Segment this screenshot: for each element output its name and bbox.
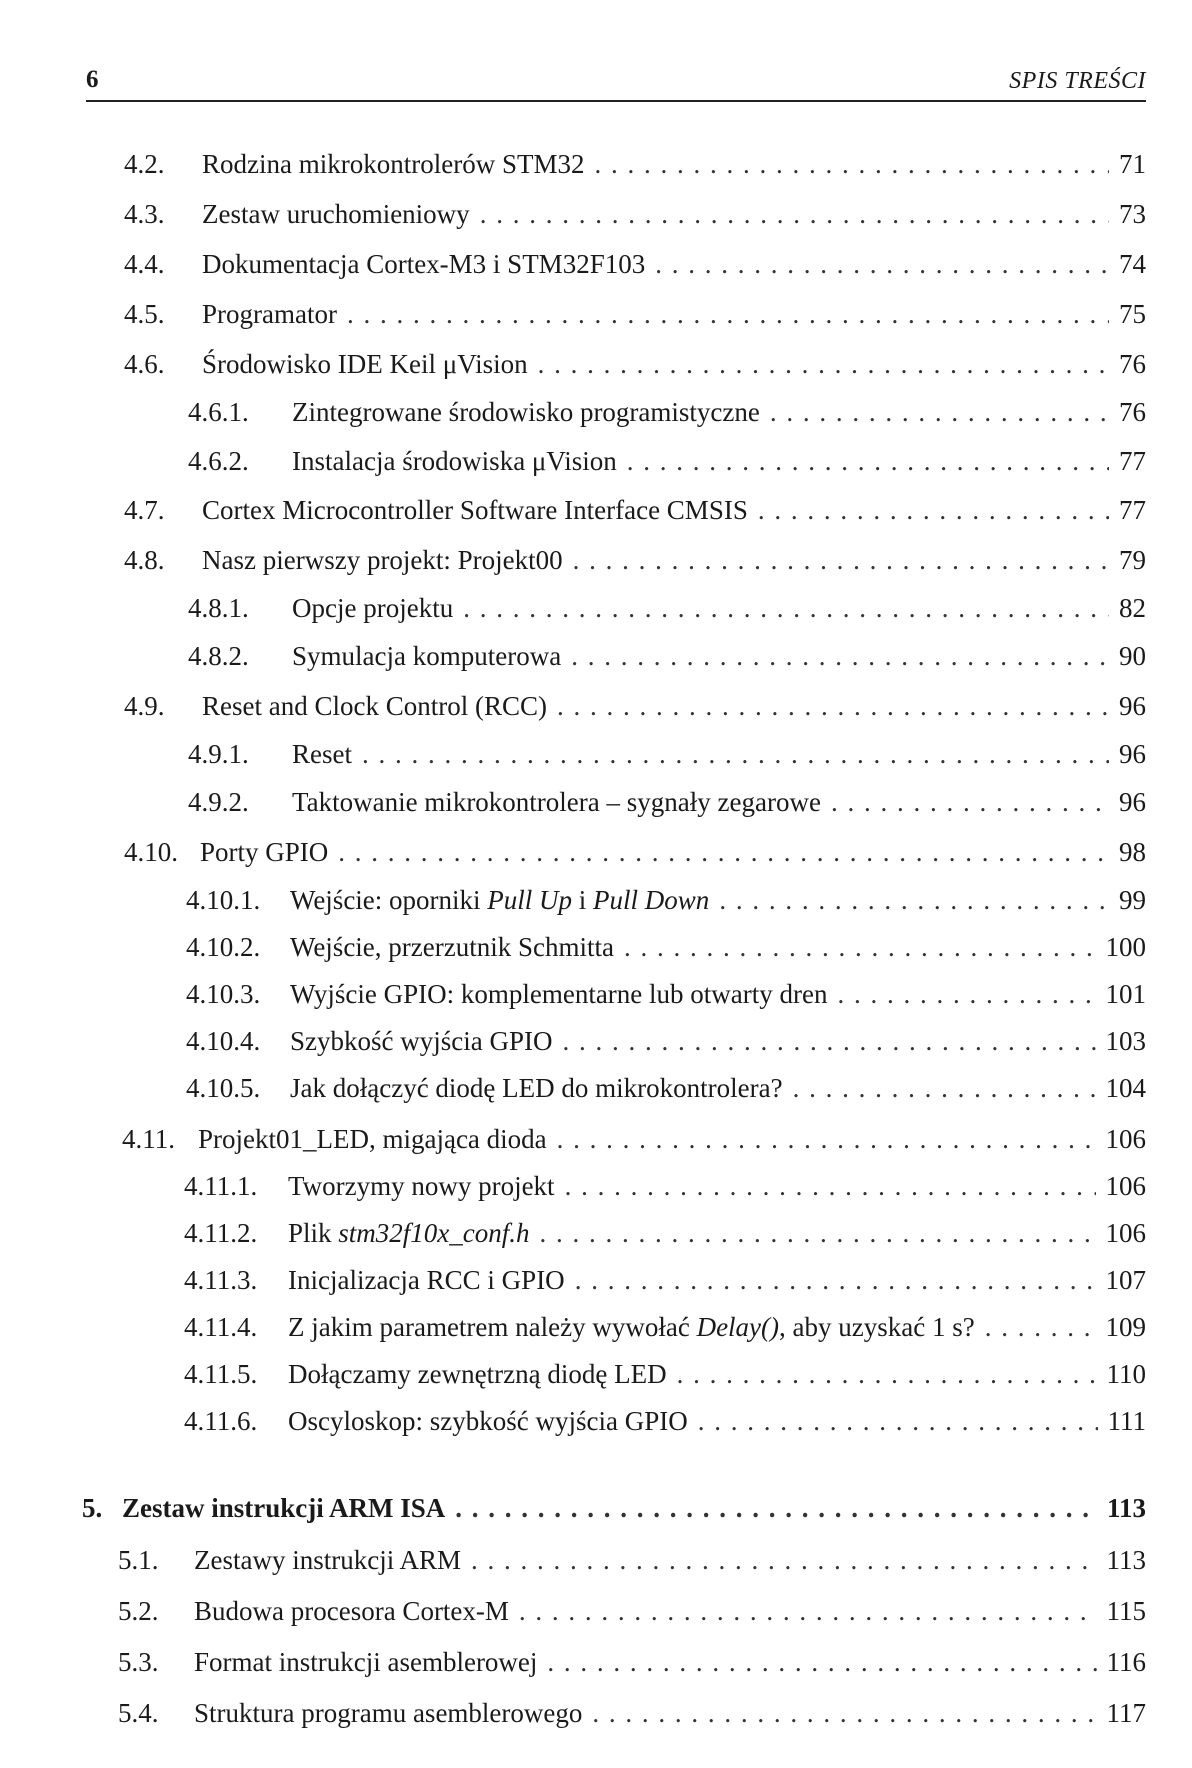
dot-leader: [831, 782, 1109, 822]
entry-title: Porty GPIO: [200, 837, 329, 867]
entry-page: 109: [1105, 1312, 1146, 1342]
dot-leader: [565, 1166, 1096, 1206]
toc-entry-4-6-1[interactable]: [188, 392, 1146, 432]
entry-page: 77: [1119, 446, 1146, 476]
toc-entry-4-10-2[interactable]: [186, 927, 1146, 967]
toc-entry-4-9-1[interactable]: [188, 734, 1146, 774]
title-part: Z jakim parametrem należy wywołać: [288, 1312, 697, 1342]
entry-title: Wyjście GPIO: komplementarne lub otwarty dren: [290, 979, 828, 1009]
toc-entry-4-11-1[interactable]: [184, 1166, 1146, 1206]
toc-entry-4-9-2[interactable]: [188, 782, 1146, 822]
dot-leader: [571, 636, 1109, 676]
entry-page: 98: [1119, 837, 1146, 867]
entry-page: 106: [1105, 1124, 1146, 1154]
entry-title: Taktowanie mikrokontrolera – sygnały zegarowe: [292, 787, 821, 817]
entry-title: Reset and Clock Control (RCC): [202, 691, 547, 721]
entry-number: 4.10.2.: [186, 932, 261, 962]
dot-leader: [837, 974, 1095, 1014]
title-part-italic: Pull Down: [593, 885, 710, 915]
entry-number: 4.11.4.: [184, 1312, 258, 1342]
dot-leader: [557, 686, 1109, 726]
entry-number: 4.7.: [124, 495, 165, 525]
dot-leader: [655, 244, 1109, 284]
dot-leader: [677, 1354, 1097, 1394]
entry-title: Budowa procesora Cortex-M: [194, 1596, 509, 1626]
dot-leader: [627, 441, 1109, 481]
toc-entry-4-5[interactable]: [124, 294, 1146, 334]
entry-page: 111: [1107, 1406, 1146, 1436]
dot-leader: [519, 1591, 1097, 1631]
entry-number: 4.3.: [124, 199, 165, 229]
entry-page: 79: [1119, 545, 1146, 575]
entry-number: 5.3.: [118, 1647, 159, 1677]
entry-title: Tworzymy nowy projekt: [288, 1171, 555, 1201]
page-number: 6: [86, 66, 99, 93]
entry-page: 103: [1105, 1026, 1146, 1056]
entry-number: 4.10.1.: [186, 885, 261, 915]
entry-title: Środowisko IDE Keil μVision: [202, 349, 528, 379]
entry-title: Zintegrowane środowisko programistyczne: [292, 397, 760, 427]
title-part: , aby uzyskać 1 s?: [779, 1312, 975, 1342]
entry-title: Zestawy instrukcji ARM: [194, 1545, 461, 1575]
entry-title: Reset: [292, 739, 352, 769]
entry-number: 4.11.3.: [184, 1265, 258, 1295]
toc-entry-4-11-2[interactable]: [184, 1213, 1146, 1253]
entry-title: Zestaw uruchomieniowy: [202, 199, 470, 229]
toc-entry-4-10-1[interactable]: [186, 880, 1146, 920]
running-title: SPIS TREŚCI: [1009, 68, 1146, 94]
toc-entry-5-1[interactable]: [118, 1540, 1146, 1580]
entry-title: Dokumentacja Cortex-M3 i STM32F103: [202, 249, 646, 279]
entry-number: 4.10.5.: [186, 1073, 261, 1103]
entry-title: [288, 1307, 975, 1347]
dot-leader: [624, 927, 1096, 967]
entry-number: 4.11.1.: [184, 1171, 258, 1201]
entry-number: 4.6.2.: [188, 446, 249, 476]
dot-leader: [471, 1540, 1097, 1580]
dot-leader: [338, 832, 1109, 872]
dot-leader: [557, 1119, 1096, 1159]
entry-number: 5.: [82, 1493, 103, 1523]
dot-leader: [575, 1260, 1096, 1300]
dot-leader: [698, 1401, 1098, 1441]
entry-page: 99: [1119, 885, 1146, 915]
entry-page: 82: [1119, 593, 1146, 623]
toc-entry-5-3[interactable]: [118, 1642, 1146, 1682]
dot-leader: [758, 490, 1109, 530]
entry-page: 96: [1119, 787, 1146, 817]
entry-title: Inicjalizacja RCC i GPIO: [288, 1265, 565, 1295]
entry-number: 4.6.: [124, 349, 165, 379]
entry-number: 4.8.: [124, 545, 165, 575]
entry-page: 106: [1105, 1171, 1146, 1201]
entry-title: Jak dołączyć diodę LED do mikrokontrolera?: [290, 1073, 783, 1103]
title-part-italic: Delay(): [696, 1312, 780, 1342]
dot-leader: [547, 1642, 1096, 1682]
toc-entry-4-11[interactable]: [122, 1119, 1146, 1159]
entry-page: 100: [1105, 932, 1146, 962]
entry-page: 96: [1119, 691, 1146, 721]
entry-page: 113: [1106, 1493, 1146, 1523]
entry-page: 96: [1119, 739, 1146, 769]
entry-number: 4.10.3.: [186, 979, 261, 1009]
entry-title: Programator: [202, 299, 337, 329]
title-part: Plik: [288, 1218, 339, 1248]
entry-page: 116: [1106, 1647, 1146, 1677]
toc-entry-4-8-1[interactable]: [188, 588, 1146, 628]
toc-entry-4-11-5[interactable]: [184, 1354, 1146, 1394]
entry-number: 4.4.: [124, 249, 165, 279]
entry-title: Rodzina mikrokontrolerów STM32: [202, 149, 585, 179]
entry-number: 4.9.2.: [188, 787, 249, 817]
entry-number: 5.2.: [118, 1596, 159, 1626]
entry-title: Oscyloskop: szybkość wyjścia GPIO: [288, 1406, 688, 1436]
toc-entry-4-9[interactable]: [124, 686, 1146, 726]
entry-number: 4.10.: [124, 837, 178, 867]
entry-page: 107: [1105, 1265, 1146, 1295]
toc-entry-4-11-6[interactable]: [184, 1401, 1146, 1441]
title-part-italic: stm32f10x_conf.h: [338, 1218, 530, 1248]
entry-page: 110: [1106, 1359, 1146, 1389]
entry-number: 4.11.2.: [184, 1218, 258, 1248]
entry-page: 113: [1106, 1545, 1146, 1575]
entry-number: 4.11.: [122, 1124, 175, 1154]
title-part-italic: Pull Up: [487, 885, 573, 915]
entry-number: 4.8.2.: [188, 641, 249, 671]
dot-leader: [573, 540, 1109, 580]
toc-entry-4-2[interactable]: [124, 144, 1146, 184]
toc-entry-4-10-4[interactable]: [186, 1021, 1146, 1061]
entry-number: 4.8.1.: [188, 593, 249, 623]
toc-entry-4-7[interactable]: [124, 490, 1146, 530]
dot-leader: [719, 880, 1109, 920]
entry-title: Opcje projektu: [292, 593, 454, 623]
entry-number: 4.11.6.: [184, 1406, 258, 1436]
entry-number: 4.10.4.: [186, 1026, 261, 1056]
toc-entry-4-10[interactable]: [124, 832, 1146, 872]
dot-leader: [985, 1307, 1096, 1347]
entry-number: 4.9.1.: [188, 739, 249, 769]
dot-leader: [540, 1213, 1096, 1253]
entry-page: 115: [1106, 1596, 1146, 1626]
entry-page: 73: [1119, 199, 1146, 229]
toc-entry-4-10-3[interactable]: [186, 974, 1146, 1014]
entry-page: 77: [1119, 495, 1146, 525]
dot-leader: [562, 1021, 1095, 1061]
entry-number: 4.5.: [124, 299, 165, 329]
toc-entry-5-2[interactable]: [118, 1591, 1146, 1631]
entry-number: 5.4.: [118, 1698, 159, 1728]
entry-number: 4.11.5.: [184, 1359, 258, 1389]
toc-entry-5-4[interactable]: [118, 1693, 1146, 1733]
entry-page: 74: [1119, 249, 1146, 279]
entry-page: 117: [1106, 1698, 1146, 1728]
dot-leader: [480, 194, 1109, 234]
dot-leader: [770, 392, 1109, 432]
entry-page: 101: [1105, 979, 1146, 1009]
entry-number: 4.6.1.: [188, 397, 249, 427]
entry-title: Szybkość wyjścia GPIO: [290, 1026, 553, 1056]
dot-leader: [592, 1693, 1096, 1733]
entry-page: 90: [1119, 641, 1146, 671]
toc-entry-4-11-3[interactable]: [184, 1260, 1146, 1300]
dot-leader: [455, 1488, 1097, 1528]
entry-page: 76: [1119, 397, 1146, 427]
entry-page: 75: [1119, 299, 1146, 329]
toc-entry-4-10-5[interactable]: [186, 1068, 1146, 1108]
toc-entry-4-6-2[interactable]: [188, 441, 1146, 481]
toc-entry-4-3[interactable]: [124, 194, 1146, 234]
entry-title: Instalacja środowiska μVision: [292, 446, 617, 476]
toc-entry-4-6[interactable]: [124, 344, 1146, 384]
entry-title: Nasz pierwszy projekt: Projekt00: [202, 545, 563, 575]
dot-leader: [463, 588, 1109, 628]
toc-entry-4-8-2[interactable]: [188, 636, 1146, 676]
title-part: Wejście: oporniki: [290, 885, 488, 915]
toc-chapter-5[interactable]: [82, 1488, 1146, 1528]
dot-leader: [594, 144, 1109, 184]
entry-title: [290, 880, 709, 920]
title-part: i: [572, 885, 594, 915]
toc-entry-4-11-4[interactable]: [184, 1307, 1146, 1347]
entry-number: 5.1.: [118, 1545, 159, 1575]
entry-page: 106: [1105, 1218, 1146, 1248]
entry-number: 4.2.: [124, 149, 165, 179]
entry-page: 104: [1105, 1073, 1146, 1103]
toc-entry-4-4[interactable]: [124, 244, 1146, 284]
entry-title: Zestaw instrukcji ARM ISA: [122, 1493, 446, 1523]
entry-title: Symulacja komputerowa: [292, 641, 562, 671]
entry-title: Struktura programu asemblerowego: [194, 1698, 583, 1728]
dot-leader: [793, 1068, 1096, 1108]
entry-page: 71: [1119, 149, 1146, 179]
entry-title: Projekt01_LED, migająca dioda: [198, 1124, 547, 1154]
entry-title: [288, 1213, 530, 1253]
dot-leader: [347, 294, 1109, 334]
dot-leader: [362, 734, 1109, 774]
entry-title: Format instrukcji asemblerowej: [194, 1647, 538, 1677]
toc-entry-4-8[interactable]: [124, 540, 1146, 580]
dot-leader: [538, 344, 1109, 384]
entry-title: Cortex Microcontroller Software Interface CMSIS: [202, 495, 748, 525]
entry-number: 4.9.: [124, 691, 165, 721]
entry-title: Wejście, przerzutnik Schmitta: [290, 932, 614, 962]
entry-title: Dołączamy zewnętrzną diodę LED: [288, 1359, 667, 1389]
entry-page: 76: [1119, 349, 1146, 379]
